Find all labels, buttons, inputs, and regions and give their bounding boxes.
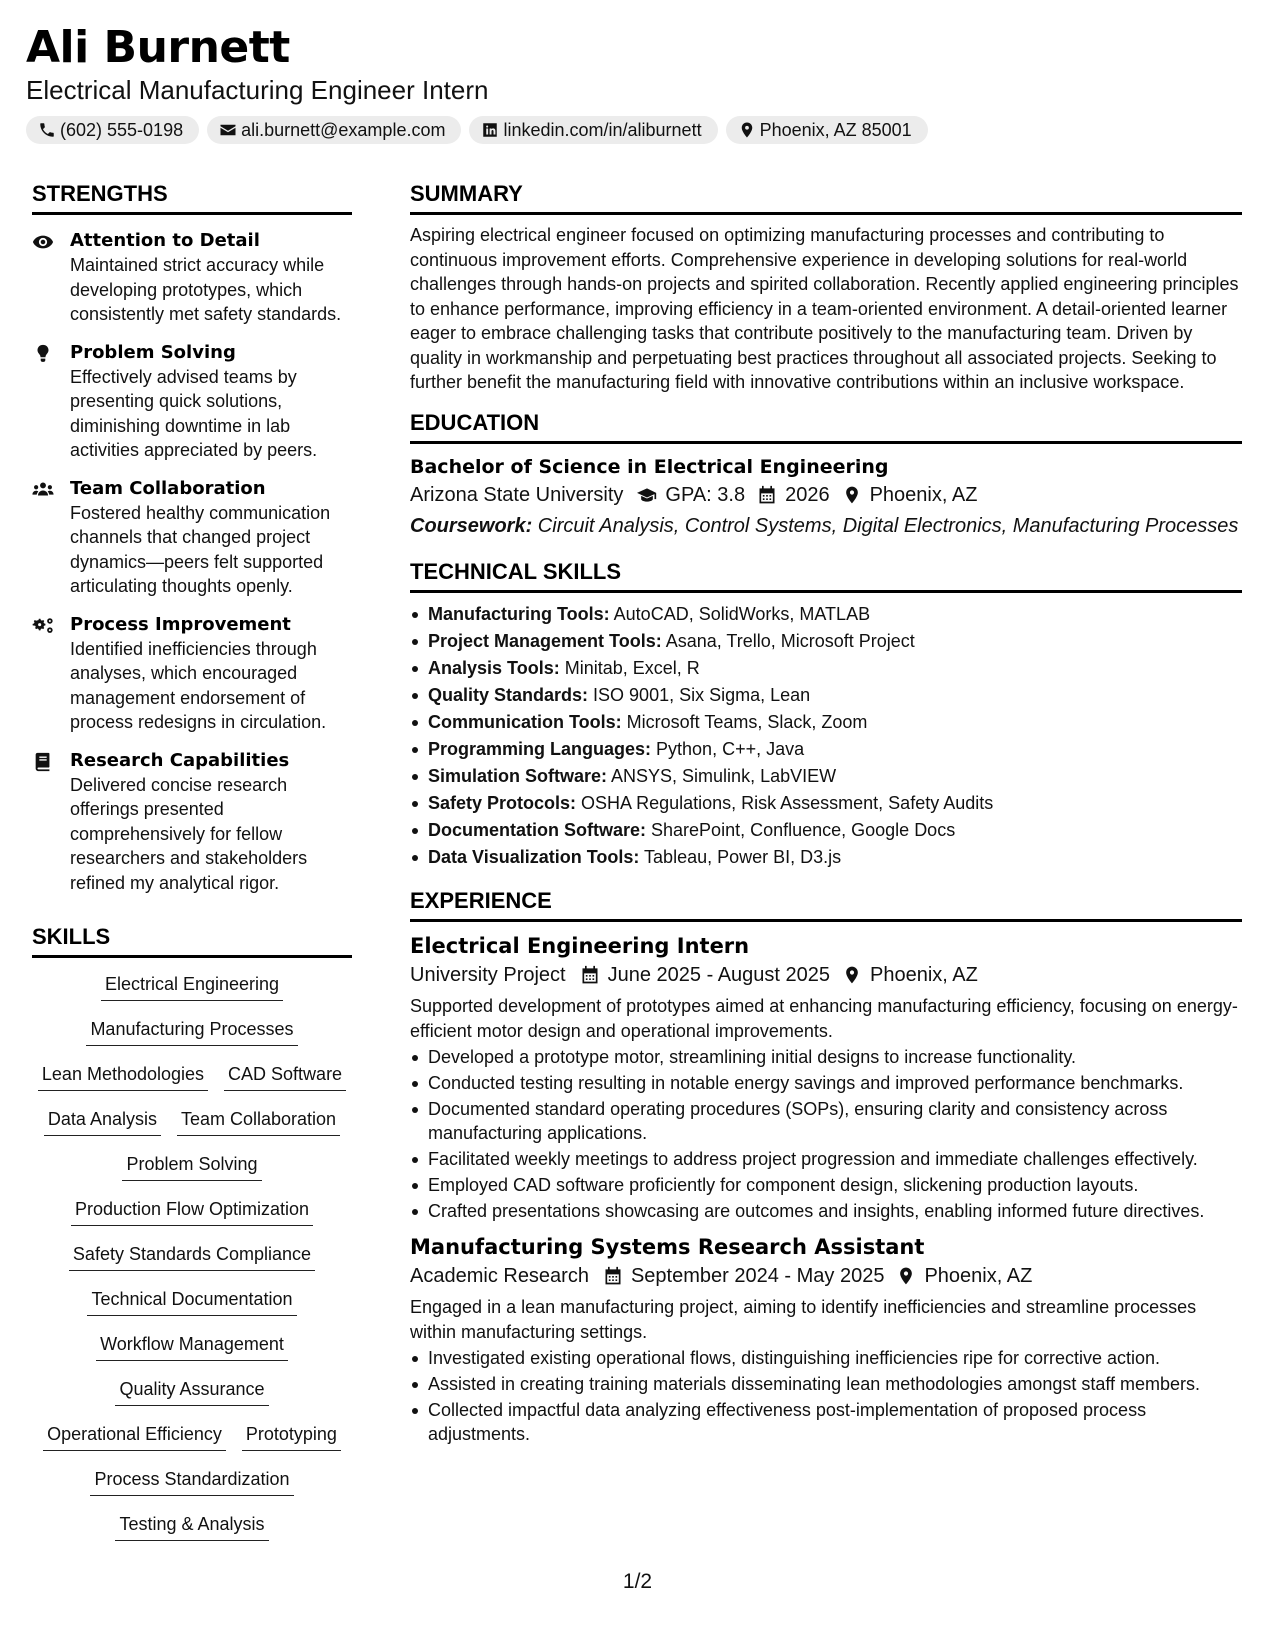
list-item: Facilitated weekly meetings to address project progression and immediate challenges effectively. bbox=[410, 1147, 1242, 1171]
technical-skills-list bbox=[410, 601, 1242, 871]
strength-desc: Maintained strict accuracy while developing prototypes, which consistently met safety standards. bbox=[70, 255, 342, 324]
education-meta bbox=[410, 480, 1242, 510]
coursework-list: Circuit Analysis, Control Systems, Digital Electronics, Manufacturing Processes bbox=[532, 514, 1239, 537]
job-title: Manufacturing Systems Research Assistant bbox=[410, 1235, 925, 1259]
list-item: Programming Languages: Python, C++, Java bbox=[410, 736, 1242, 763]
strength-title: Process Improvement bbox=[70, 613, 291, 635]
skill-tag: Workflow Management bbox=[96, 1332, 288, 1361]
map-pin-icon bbox=[738, 121, 756, 139]
list-item: Employed CAD software proficiently for component design, slickening production layouts. bbox=[410, 1173, 1242, 1197]
list-item: Simulation Software: ANSYS, Simulink, LabVIEW bbox=[410, 763, 1242, 790]
strength-desc: Fostered healthy communication channels that changed project dynamics—peers felt supported articulating thoughts openly. bbox=[70, 502, 331, 596]
strength-desc: Delivered concise research offerings presented comprehensively for fellow researchers and stakeholders refined my analytical rigor. bbox=[70, 774, 308, 893]
list-item: Documentation Software: SharePoint, Confluence, Google Docs bbox=[410, 817, 1242, 844]
list-item: Quality Standards: ISO 9001, Six Sigma, Lean bbox=[410, 682, 1242, 709]
coursework bbox=[410, 514, 1242, 539]
left-column bbox=[32, 180, 352, 1557]
contact-location bbox=[726, 116, 928, 144]
job-org: Academic Research bbox=[410, 1265, 589, 1287]
skill-tag: Electrical Engineering bbox=[101, 972, 283, 1001]
education-heading: EDUCATION bbox=[410, 409, 1242, 444]
skill-tag: Prototyping bbox=[242, 1422, 341, 1451]
cogs-icon bbox=[32, 616, 54, 636]
job-bullets bbox=[410, 1045, 1242, 1223]
summary-heading: SUMMARY bbox=[410, 180, 1242, 215]
list-item: Developed a prototype motor, streamlining initial designs to increase functionality. bbox=[410, 1045, 1242, 1069]
map-pin-icon bbox=[842, 965, 862, 985]
gpa: GPA: 3.8 bbox=[665, 483, 746, 506]
users-icon bbox=[32, 480, 54, 500]
job-entry bbox=[410, 932, 1242, 1223]
skill-tag: Manufacturing Processes bbox=[86, 1017, 297, 1046]
contact-linkedin[interactable] bbox=[469, 116, 717, 144]
resume-header bbox=[26, 22, 1246, 144]
skill-tag: Quality Assurance bbox=[115, 1377, 268, 1406]
list-item: Crafted presentations showcasing are outcomes and insights, enabling informed future directives. bbox=[410, 1199, 1242, 1223]
calendar-icon bbox=[757, 485, 777, 505]
list-item: Investigated existing operational flows, distinguishing inefficiencies ripe for corrective action. bbox=[410, 1346, 1242, 1370]
skill-tag: Operational Efficiency bbox=[43, 1422, 226, 1451]
skill-tag: Process Standardization bbox=[90, 1467, 293, 1496]
calendar-icon bbox=[603, 1266, 623, 1286]
strengths-heading: STRENGTHS bbox=[32, 180, 352, 215]
job-description: Supported development of prototypes aimed at enhancing manufacturing efficiency, focusing on energy-efficient motor design and operational improvements. bbox=[410, 996, 1238, 1041]
book-icon bbox=[32, 752, 54, 772]
job-location: Phoenix, AZ bbox=[870, 964, 978, 986]
experience-heading: EXPERIENCE bbox=[410, 887, 1242, 922]
job-dates: June 2025 - August 2025 bbox=[607, 964, 831, 986]
summary-text: Aspiring electrical engineer focused on optimizing manufacturing processes and contributing to continuous improvement efforts. Comprehensive experience in developing solutions for real-world challenges through hands-on projects and spirited collaboration. Recently applied engineering principles to enhance performance, improving efficiency in a team-oriented environment. A detail-oriented learner eager to embrace challenging tasks that contribute positively to the manufacturing team. Driven by quality in workmanship and perpetuating best practices throughout all associated projects. Seeking to further benefit the manufacturing field with innovative contributions within an inclusive workspace. bbox=[410, 225, 1239, 392]
job-org: University Project bbox=[410, 964, 566, 986]
map-pin-icon bbox=[842, 485, 862, 505]
contact-bar bbox=[26, 116, 1246, 144]
list-item: Assisted in creating training materials disseminating lean methodologies amongst staff members. bbox=[410, 1372, 1242, 1396]
job-bullets bbox=[410, 1346, 1242, 1446]
list-item: Collected impactful data analyzing effectiveness post-implementation of proposed process adjustments. bbox=[410, 1398, 1242, 1446]
page-number: 1/2 bbox=[622, 1570, 653, 1593]
list-item: Safety Protocols: OSHA Regulations, Risk Assessment, Safety Audits bbox=[410, 790, 1242, 817]
contact-linkedin-text: linkedin.com/in/aliburnett bbox=[503, 119, 702, 140]
job-entry bbox=[410, 1233, 1242, 1446]
envelope-icon bbox=[219, 121, 237, 139]
job-meta bbox=[410, 960, 1242, 990]
job-dates: September 2024 - May 2025 bbox=[630, 1265, 885, 1287]
phone-icon bbox=[38, 121, 56, 139]
candidate-name: Ali Burnett bbox=[26, 22, 290, 73]
strength-item bbox=[32, 477, 352, 599]
job-description: Engaged in a lean manufacturing project, aiming to identify inefficiencies and streamline processes within manufacturing settings. bbox=[410, 1297, 1197, 1342]
eye-icon bbox=[32, 232, 54, 252]
coursework-label: Coursework: bbox=[410, 514, 533, 537]
strength-title: Research Capabilities bbox=[70, 749, 290, 771]
skills-list bbox=[32, 972, 352, 1557]
list-item: Conducted testing resulting in notable energy savings and improved performance benchmarks. bbox=[410, 1071, 1242, 1095]
technical-skills-heading: TECHNICAL SKILLS bbox=[410, 558, 1242, 593]
skill-tag: Technical Documentation bbox=[87, 1287, 296, 1316]
contact-email-text: ali.burnett@example.com bbox=[241, 119, 446, 140]
strength-item bbox=[32, 341, 352, 463]
linkedin-icon bbox=[481, 121, 499, 139]
list-item: Manufacturing Tools: AutoCAD, SolidWorks, MATLAB bbox=[410, 601, 1242, 628]
strength-item bbox=[32, 749, 352, 896]
skill-tag: Safety Standards Compliance bbox=[69, 1242, 315, 1271]
skill-tag: CAD Software bbox=[224, 1062, 346, 1091]
contact-phone-text: (602) 555-0198 bbox=[60, 119, 184, 140]
graduation-cap-icon bbox=[637, 485, 657, 505]
strength-title: Problem Solving bbox=[70, 341, 236, 363]
school-name: Arizona State University bbox=[410, 483, 624, 506]
skill-tag: Data Analysis bbox=[44, 1107, 161, 1136]
skills-heading: SKILLS bbox=[32, 923, 352, 958]
map-pin-icon bbox=[896, 1266, 916, 1286]
strength-desc: Effectively advised teams by presenting quick solutions, diminishing downtime in lab activities appreciated by peers. bbox=[70, 366, 318, 460]
list-item: Communication Tools: Microsoft Teams, Slack, Zoom bbox=[410, 709, 1242, 736]
strength-title: Team Collaboration bbox=[70, 477, 266, 499]
candidate-title: Electrical Manufacturing Engineer Intern bbox=[26, 75, 489, 105]
graduation-year: 2026 bbox=[785, 483, 830, 506]
job-meta bbox=[410, 1261, 1242, 1291]
contact-location-text: Phoenix, AZ 85001 bbox=[759, 119, 912, 140]
list-item: Documented standard operating procedures (SOPs), ensuring clarity and consistency across manufacturing applications. bbox=[410, 1097, 1242, 1145]
education-location: Phoenix, AZ bbox=[869, 483, 978, 506]
list-item: Analysis Tools: Minitab, Excel, R bbox=[410, 655, 1242, 682]
skill-tag: Testing & Analysis bbox=[115, 1512, 268, 1541]
degree-title: Bachelor of Science in Electrical Engineering bbox=[410, 455, 889, 478]
contact-email[interactable] bbox=[207, 116, 461, 144]
right-column bbox=[410, 180, 1242, 1448]
job-location: Phoenix, AZ bbox=[924, 1265, 1033, 1287]
strength-item bbox=[32, 229, 352, 327]
list-item: Data Visualization Tools: Tableau, Power BI, D3.js bbox=[410, 844, 1242, 871]
list-item: Project Management Tools: Asana, Trello, Microsoft Project bbox=[410, 628, 1242, 655]
strength-desc: Identified inefficiencies through analyses, which encouraged management endorsement of process redesigns in circulation. bbox=[70, 638, 327, 732]
strength-title: Attention to Detail bbox=[70, 230, 260, 251]
skill-tag: Production Flow Optimization bbox=[71, 1197, 313, 1226]
job-title: Electrical Engineering Intern bbox=[410, 934, 750, 958]
skill-tag: Lean Methodologies bbox=[38, 1062, 208, 1091]
skill-tag: Problem Solving bbox=[122, 1152, 261, 1181]
strength-item bbox=[32, 613, 352, 735]
skill-tag: Team Collaboration bbox=[177, 1107, 340, 1136]
contact-phone[interactable] bbox=[26, 116, 199, 144]
calendar-icon bbox=[580, 965, 600, 985]
lightbulb-icon bbox=[32, 344, 54, 364]
